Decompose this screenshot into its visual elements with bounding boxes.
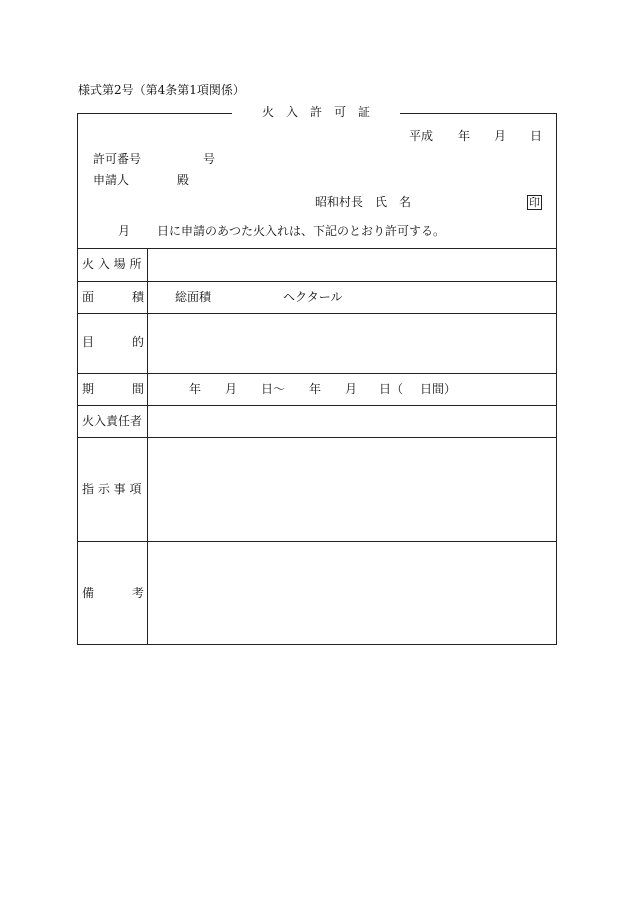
- permit-statement: 日に申請のあつた火入れは、下記のとおり許可する。: [157, 224, 446, 238]
- applicant-label: 申請人: [93, 173, 130, 187]
- period-end-year: 年: [309, 382, 322, 396]
- date-year-label: 年: [458, 129, 471, 143]
- date-day-label: 日: [530, 129, 543, 143]
- manager-label: 火入責任者: [82, 414, 143, 428]
- form-title: 火 入 許 可 証: [261, 105, 370, 119]
- purpose-label: 目 的: [82, 335, 144, 349]
- permit-number-label: 許可番号: [93, 152, 142, 166]
- issuer-label: 昭和村長 氏 名: [315, 195, 412, 209]
- location-label: 火 入 場 所: [82, 257, 142, 271]
- row-divider: [77, 313, 557, 314]
- row-divider: [77, 437, 557, 438]
- period-label: 期 間: [82, 382, 144, 396]
- row-divider: [77, 405, 557, 406]
- period-end-month: 月: [345, 382, 358, 396]
- row-divider: [77, 248, 557, 249]
- period-end-day: 日（: [379, 382, 404, 396]
- statement-month: 月: [118, 224, 131, 238]
- form-identifier: 様式第2号（第4条第1項関係）: [78, 83, 245, 97]
- date-month-label: 月: [494, 129, 507, 143]
- period-start-year: 年: [189, 382, 202, 396]
- area-unit-label: ヘクタール: [283, 290, 343, 304]
- seal-mark: 印: [529, 196, 540, 209]
- row-divider: [77, 541, 557, 542]
- column-divider: [147, 248, 148, 645]
- permit-form-frame: [77, 113, 557, 645]
- period-day-count: 日間）: [420, 382, 457, 396]
- period-start-month: 月: [225, 382, 238, 396]
- remarks-label: 備 考: [82, 586, 144, 600]
- area-label: 面 積: [82, 290, 144, 304]
- row-divider: [77, 281, 557, 282]
- permit-number-suffix: 号: [203, 152, 216, 166]
- row-divider: [77, 373, 557, 374]
- instructions-label: 指 示 事 項: [82, 482, 142, 496]
- applicant-honorific: 殿: [177, 173, 190, 187]
- date-era: 平成: [409, 129, 434, 143]
- area-total-label: 総面積: [175, 290, 212, 304]
- period-start-day: 日～: [261, 382, 286, 396]
